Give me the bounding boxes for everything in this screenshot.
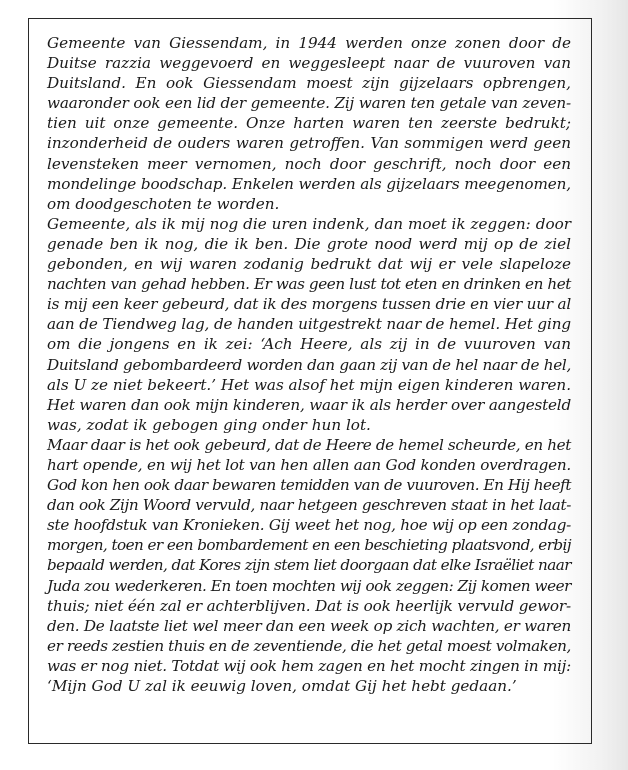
text-frame	[28, 18, 592, 744]
text-line: hart opende, en wij het lot van hen allen aan God konden overdragen.	[47, 455, 571, 474]
text-line: als U ze niet bekeert.’ Het was alsof het mijn eigen kinderen waren.	[47, 375, 571, 394]
text-line: morgen, toen er een bombardement en een beschieting plaatsvond, erbij	[47, 536, 571, 555]
text-line: Het waren dan ook mijn kinderen, waar ik als herder over aangesteld	[47, 395, 571, 414]
text-line: bepaald werden, dat Kores zijn stem liet doorgaan dat elke Israëliet naar	[47, 556, 571, 575]
text-line: aan de Tiendweg lag, de handen uitgestrekt naar de hemel. Het ging	[47, 315, 571, 334]
text-line: Juda zou wederkeren. En toen mochten wij ook zeggen: Zij komen weer	[47, 576, 571, 595]
text-line: om die jongens en ik zei: ‘Ach Heere, als zij in de vuuroven van	[47, 335, 571, 354]
text-line: Duitse razzia weggevoerd en weggesleept naar de vuuroven van	[47, 54, 571, 73]
text-line: was er nog niet. Totdat wij ook hem zagen en het mocht zingen in mij:	[47, 656, 571, 675]
paragraph-3	[47, 435, 571, 696]
text-line: om doodgeschoten te worden.	[47, 194, 280, 213]
text-line: genade ben ik nog, die ik ben. Die grote nood werd mij op de ziel	[47, 234, 571, 253]
text-line: Gemeente, als ik mij nog die uren indenk, dan moet ik zeggen: door	[47, 214, 571, 233]
text-line: Gemeente van Giessendam, in 1944 werden onze zonen door de	[47, 34, 571, 52]
text-line: Maar daar is het ook gebeurd, dat de Heere de hemel scheurde, en het	[47, 435, 571, 454]
text-line: Duitsland. En ook Giessendam moest zijn gijzelaars opbrengen,	[47, 74, 571, 93]
text-line: is mij een keer gebeurd, dat ik des morgens tussen drie en vier uur al	[47, 295, 571, 314]
text-line: er reeds zestien thuis en de zeventiende, die het getal moest volmaken,	[47, 636, 571, 655]
text-line: levensteken meer vernomen, noch door geschrift, noch door een	[47, 154, 571, 173]
text-line: waaronder ook een lid der gemeente. Zij waren ten getale van zeven-	[47, 94, 571, 113]
text-line: thuis; niet één zal er achterblijven. Dat is ook heerlijk vervuld gewor-	[47, 596, 571, 615]
text-line: den. De laatste liet wel meer dan een week op zich wachten, er waren	[47, 616, 571, 635]
text-line: dan ook Zijn Woord vervuld, naar hetgeen geschreven staat in het laat-	[47, 496, 571, 515]
text-line: ste hoofdstuk van Kronieken. Gij weet het nog, hoe wij op een zondag-	[47, 516, 571, 535]
text-line: God kon hen ook daar bewaren temidden van de vuuroven. En Hij heeft	[47, 476, 571, 495]
text-line: Duitsland gebombardeerd worden dan gaan zij van de hel naar de hel,	[47, 355, 571, 374]
paragraph-2	[47, 214, 571, 435]
text-line: inzonderheid de ouders waren getroffen. Van sommigen werd geen	[47, 134, 571, 153]
text-line: gebonden, en wij waren zodanig bedrukt dat wij er vele slapeloze	[47, 255, 571, 274]
text-line: nachten van gehad hebben. Er was geen lust tot eten en drinken en het	[47, 275, 571, 294]
body-text	[47, 33, 571, 696]
text-line: was, zodat ik gebogen ging onder hun lot.	[47, 415, 371, 434]
text-line: mondelinge boodschap. Enkelen werden als gijzelaars meegenomen,	[47, 174, 571, 193]
paragraph-1	[47, 33, 571, 214]
text-line: ‘Mijn God U zal ik eeuwig loven, omdat Gij het hebt gedaan.’	[47, 677, 517, 695]
text-line: tien uit onze gemeente. Onze harten waren ten zeerste bedrukt;	[47, 114, 571, 133]
